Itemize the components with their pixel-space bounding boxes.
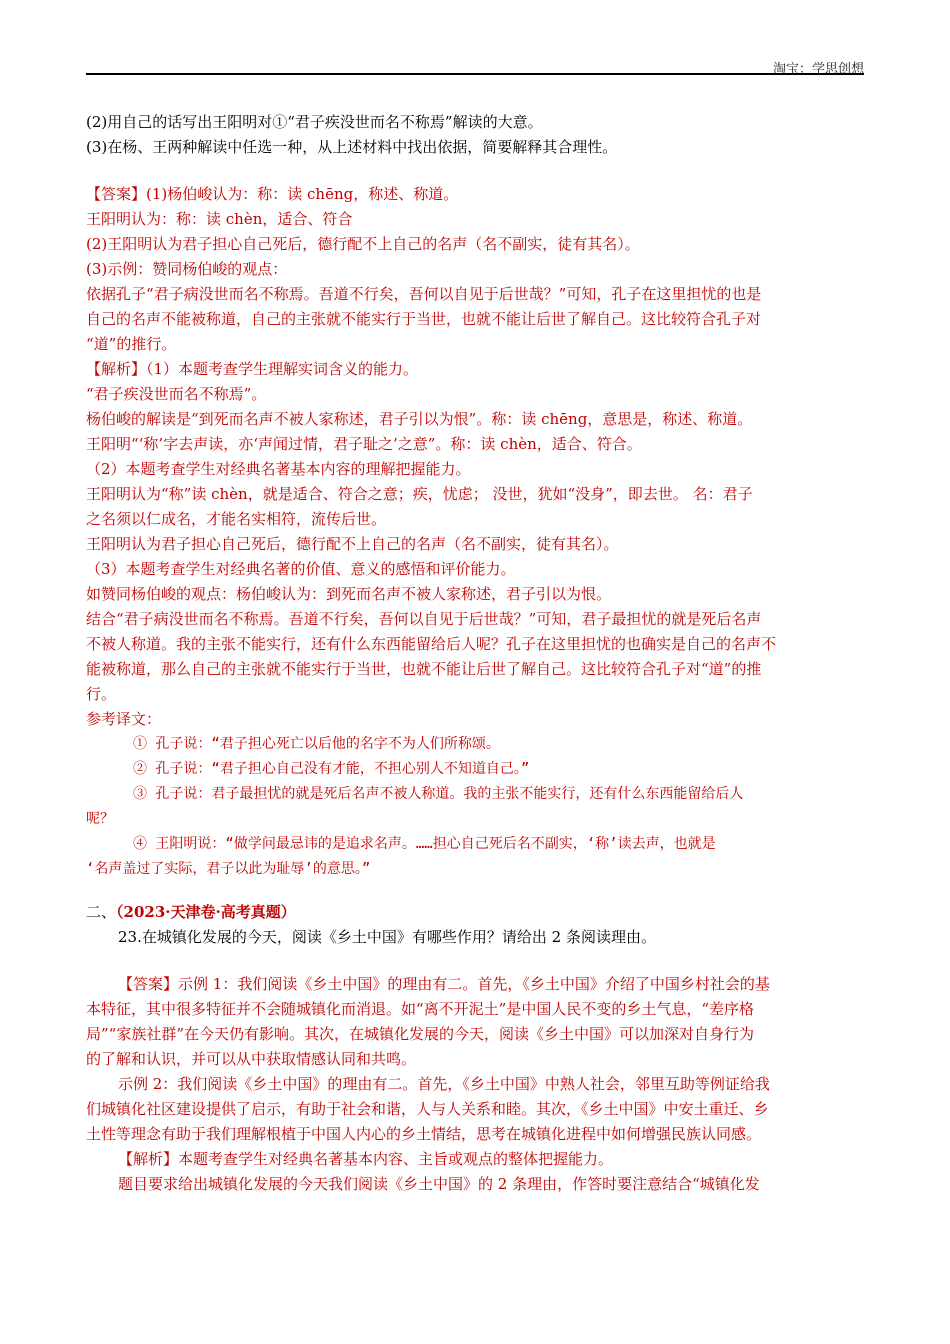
- header-divider: [86, 73, 864, 75]
- answer2-line: 们城镇化社区建设提供了启示，有助于社会和谐，人与人关系和睦。其次，《乡土中国》中安土重迁、乡: [86, 1100, 769, 1118]
- translation-line: 呢？: [86, 811, 114, 827]
- answer-line: 自己的名声不能被称道，自己的主张就不能实行于当世，也就不能让后世了解自己。这比较符合孔子对: [86, 310, 762, 328]
- answer-line: (3)示例：赞同杨伯峻的观点：: [86, 260, 288, 278]
- answer2-example2: 示例 2：我们阅读《乡土中国》的理由有二。首先，《乡土中国》中熟人社会，邻里互助等例证给我: [118, 1075, 770, 1093]
- document-body: [86, 110, 864, 1197]
- answer2-line: 土性等理念有助于我们理解根植于中国人内心的乡土情结，思考在城镇化进程中如何增强民族认同感。: [86, 1125, 762, 1143]
- answer-line: 王阳明认为：称：读 chèn，适合、符合: [86, 210, 353, 228]
- translation-line: ③ 孔子说：君子最担忧的就是死后名声不被人称道。我的主张不能实行，还有什么东西能留给后人: [133, 786, 744, 802]
- analysis-line: 王阳明认为“称”读 chèn，就是适合、符合之意；疾，忧虑； 没世，犹如“没身”，即去世。 名：君子: [86, 485, 753, 503]
- answer-text: (1)杨伯峻认为：称：读 chēng，称述、称道。: [146, 185, 459, 203]
- translation-line: ② 孔子说：“君子担心自己没有才能，不担心别人不知道自己。”: [133, 761, 530, 777]
- translation-line: ④ 王阳明说：“做学问最忌讳的是追求名声。……担心自己死后名不副实，‘称’读去声，也就是: [133, 836, 716, 852]
- answer2-line: [86, 972, 864, 997]
- answer-line: (2)王阳明认为君子担心自己死后，德行配不上自己的名声（名不副实，徒有其名）。: [86, 235, 640, 253]
- question-3: (3)在杨、王两种解读中任选一种，从上述材料中找出依据，简要解释其合理性。: [86, 138, 618, 156]
- answer-line: “道”的推行。: [86, 335, 177, 353]
- section-number: 二、: [86, 903, 117, 921]
- section-source: （2023·天津卷·高考真题）: [116, 903, 296, 921]
- answer-tag: 【答案】: [86, 185, 147, 203]
- analysis-line: （2）本题考查学生对经典名著基本内容的理解把握能力。: [86, 460, 471, 478]
- section-heading: [86, 900, 864, 925]
- answer2-text: 示例 1：我们阅读《乡土中国》的理由有二。首先，《乡土中国》介绍了中国乡村社会的基: [178, 975, 770, 993]
- analysis2-line: 题目要求给出城镇化发展的今天我们阅读《乡土中国》的 2 条理由，作答时要注意结合“城镇化发: [118, 1175, 760, 1193]
- analysis-line: 王阳明“‘称’字去声读，亦‘声闻过情，君子耻之’之意”。称：读 chèn，适合、符合。: [86, 435, 642, 453]
- analysis2-text: 本题考查学生对经典名著基本内容、主旨或观点的整体把握能力。: [178, 1150, 614, 1168]
- translation-line: ‘名声盖过了实际，君子以此为耻辱’的意思。”: [86, 861, 371, 877]
- analysis-line: 不被人称道。我的主张不能实行，还有什么东西能留给后人呢？孔子在这里担忧的也确实是自己的名声不: [86, 635, 777, 653]
- header-text: 淘宝：学思创想: [772, 62, 864, 77]
- analysis-line: 杨伯峻的解读是“到死而名声不被人家称述，君子引以为恨”。称：读 chēng，意思是，称述、称道。: [86, 410, 753, 428]
- answer2-line: 本特征，其中很多特征并不会随城镇化而消退。如“离不开泥土”是中国人民不变的乡土气息，“差序格: [86, 1000, 755, 1018]
- answer2-line: 局”“家族社群”在今天仍有影响。其次，在城镇化发展的今天，阅读《乡土中国》可以加深对自身行为: [86, 1025, 755, 1043]
- analysis-line: 结合“君子病没世而名不称焉。吾道不行矣，吾何以自见于后世哉？”可知，君子最担忧的就是死后名声: [86, 610, 762, 628]
- translation-line: ① 孔子说：“君子担心死亡以后他的名字不为人们所称颂。: [133, 736, 500, 752]
- answer-line: [86, 182, 864, 207]
- analysis-text: （1）本题考查学生理解实词含义的能力。: [146, 360, 419, 378]
- analysis-line: [86, 357, 864, 382]
- answer2-line: 的了解和认识，并可以从中获取情感认同和共鸣。: [86, 1050, 417, 1068]
- answer2-tag: 【答案】: [118, 975, 179, 993]
- analysis-line: 行。: [86, 685, 117, 703]
- analysis-tag: 【解析】: [86, 360, 147, 378]
- analysis2-tag: 【解析】: [118, 1150, 179, 1168]
- analysis-line: “君子疾没世而名不称焉”。: [86, 385, 267, 403]
- question-2: (2)用自己的话写出王阳明对①“君子疾没世而名不称焉”解读的大意。: [86, 113, 543, 131]
- analysis-line: 如赞同杨伯峻的观点：杨伯峻认为：到死而名声不被人家称述，君子引以为恨。: [86, 585, 612, 603]
- analysis2-line: [86, 1147, 864, 1172]
- reference-translation-heading: 参考译文：: [86, 710, 162, 728]
- analysis-line: 能被称道，那么自己的主张就不能实行于当世，也就不能让后世了解自己。这比较符合孔子对“道”的推: [86, 660, 762, 678]
- analysis-line: 之名须以仁成名，才能名实相符，流传后世。: [86, 510, 387, 528]
- question-23: 23.在城镇化发展的今天，阅读《乡土中国》有哪些作用？请给出 2 条阅读理由。: [118, 928, 656, 946]
- analysis-line: （3）本题考查学生对经典名著的价值、意义的感悟和评价能力。: [86, 560, 516, 578]
- answer-line: 依据孔子“君子病没世而名不称焉。吾道不行矣，吾何以自见于后世哉？”可知，孔子在这里担忧的也是: [86, 285, 762, 303]
- analysis-line: 王阳明认为君子担心自己死后，德行配不上自己的名声（名不副实，徒有其名）。: [86, 535, 619, 553]
